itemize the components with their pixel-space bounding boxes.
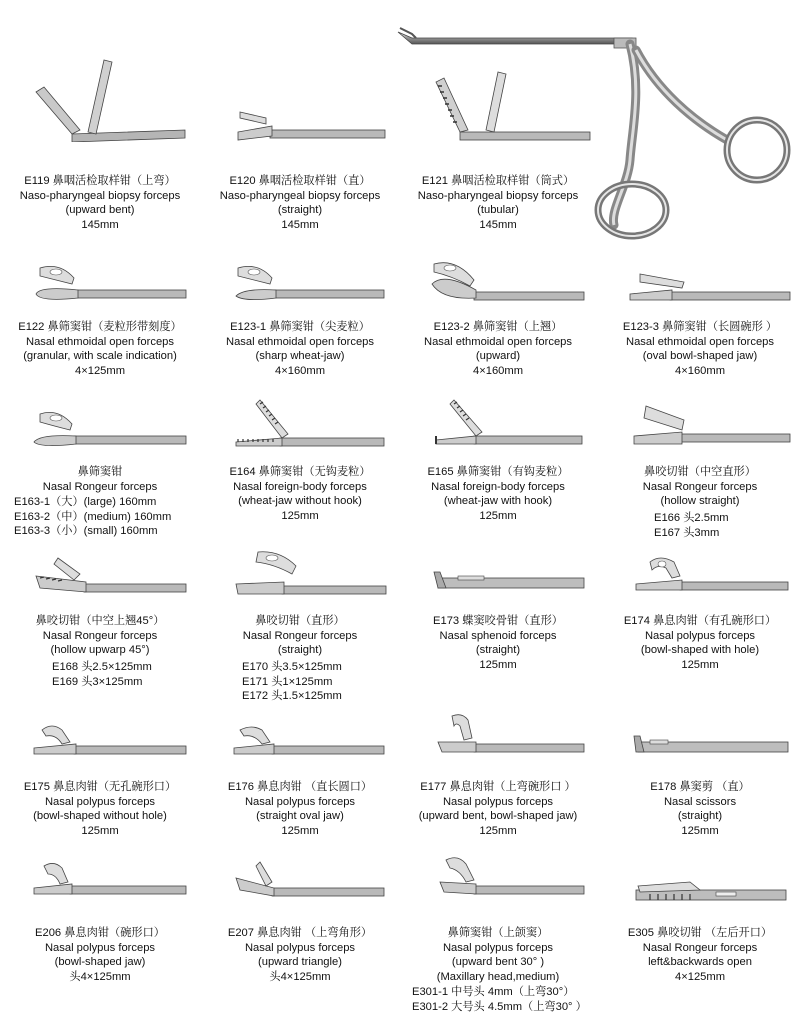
caption-line: Nasal Rongeur forceps: [42, 480, 158, 493]
caption-line: Nasal polypus forceps: [644, 629, 756, 642]
caption-line: E173 蝶窦咬骨钳（直形）: [433, 615, 563, 627]
caption-line: E123-3 鼻筛窦钳（长圆碗形 ）: [622, 321, 778, 333]
product-e170-e172: [200, 532, 400, 712]
forceps-upward-illustration: [398, 228, 598, 318]
caption-line: (upward bent, bowl-shaped jaw): [418, 810, 578, 823]
product-e120: [200, 52, 400, 232]
caption: [200, 614, 400, 658]
caption-line: Nasal ethmoidal open forceps: [225, 335, 374, 348]
caption-line: 4×160mm: [472, 364, 524, 377]
caption-line: 头4×125mm: [69, 970, 131, 983]
product-e175: [0, 702, 200, 842]
caption-line: 鼻咬切钳（中空直形）: [644, 466, 756, 478]
caption-line: E120 鼻咽活检取样钳（直）: [229, 175, 371, 187]
caption-line: 125mm: [479, 658, 517, 671]
caption: [600, 465, 800, 509]
caption-line: left&backwards open: [648, 956, 752, 969]
caption-line: (oval bowl-shaped jaw): [642, 350, 758, 363]
caption-line: (straight): [677, 810, 723, 823]
caption: [0, 614, 200, 658]
caption-line: Nasal polypus forceps: [244, 795, 356, 808]
caption-line: (tubular): [477, 204, 519, 217]
caption-line: Nasal polypus forceps: [442, 941, 554, 954]
caption-line: 125mm: [81, 824, 119, 837]
caption-line: (sharp wheat-jaw): [255, 350, 345, 363]
product-e164: [200, 378, 400, 538]
caption-line: Nasal polypus forceps: [244, 941, 356, 954]
caption-line: 125mm: [681, 658, 719, 671]
caption-line: E176 鼻息肉钳 （直长圆口）: [227, 781, 373, 793]
caption-line: Nasal Rongeur forceps: [42, 629, 158, 642]
caption-line: Nasal ethmoidal open forceps: [423, 335, 572, 348]
caption-line: (hollow upwarp 45°): [50, 644, 150, 657]
caption-line: E174 鼻息肉钳（有孔碗形口）: [623, 615, 777, 627]
nasal-scissors-illustration: [600, 702, 800, 792]
caption-line: 125mm: [281, 824, 319, 837]
caption-line: (hollow straight): [660, 495, 740, 508]
caption-line: E123-2 鼻筛窦钳（上翘）: [433, 321, 563, 333]
caption-line: (straight oval jaw): [256, 810, 344, 823]
caption-line: (wheat-jaw with hook): [443, 495, 553, 508]
caption: [398, 320, 598, 378]
caption-line: E175 鼻息肉钳（无孔碗形口）: [23, 781, 177, 793]
caption-line: 125mm: [479, 509, 517, 522]
caption-line: E119 鼻咽活检取样钳（上弯）: [24, 175, 176, 187]
product-e177: [398, 702, 598, 842]
caption-line: Nasal Rongeur forceps: [642, 480, 758, 493]
caption: [200, 320, 400, 378]
caption: [200, 465, 400, 523]
size-line: E301-1 中号头 4mm（上弯30°）: [412, 986, 575, 998]
product-e163: [0, 378, 200, 548]
size-line: E301-2 大号头 4.5mm（上弯30° ）: [412, 1000, 587, 1013]
forceps-upward-bent-illustration: [0, 52, 200, 142]
size-line: E163-1（大）(large) 160mm: [14, 496, 157, 508]
size-line: E169 头3×125mm: [52, 675, 143, 688]
caption-line: Nasal foreign-body forceps: [431, 480, 565, 493]
polypus-upward-bowl-illustration: [398, 702, 598, 792]
caption-line: (upward bent): [65, 204, 135, 217]
straight-rongeur-illustration: [200, 532, 400, 622]
caption: [398, 780, 598, 838]
forceps-straight-illustration: [200, 52, 400, 142]
size-line: E167 头3mm: [654, 526, 720, 539]
caption-line: 头4×125mm: [269, 970, 331, 983]
caption-line: (upward triangle): [258, 956, 342, 969]
caption: [398, 465, 598, 523]
wheat-jaw-with-hook-illustration: [398, 378, 598, 468]
caption: [0, 174, 200, 232]
caption: [600, 926, 800, 984]
product-e178: [600, 702, 800, 842]
product-e301: [398, 852, 598, 1032]
caption-line: Nasal polypus forceps: [442, 795, 554, 808]
caption-line: E121 鼻咽活检取样钳（筒式）: [421, 175, 575, 187]
caption-line: 125mm: [681, 824, 719, 837]
caption-line: E178 鼻窦剪 （直）: [650, 781, 750, 793]
caption-line: (upward): [475, 350, 521, 363]
caption: [600, 614, 800, 672]
caption-line: 鼻咬切钳（中空上翘45°）: [35, 615, 165, 627]
caption-line: Naso-pharyngeal biopsy forceps: [417, 189, 579, 202]
caption-line: E165 鼻筛窦钳（有钩麦粒）: [427, 466, 569, 478]
caption-line: 125mm: [281, 509, 319, 522]
caption-line: (bowl-shaped with hole): [640, 644, 760, 657]
caption-line: (bowl-shaped jaw): [54, 956, 146, 969]
nasal-rongeur-illustration: [0, 378, 200, 468]
caption: [200, 926, 400, 984]
caption: [600, 780, 800, 838]
caption-line: Nasal polypus forceps: [44, 795, 156, 808]
product-e121: [398, 52, 598, 232]
polypus-bowl-hole-illustration: [600, 532, 800, 622]
caption: [0, 465, 200, 494]
caption-line: (granular, with scale indication): [23, 350, 177, 363]
size-line: E172 头1.5×125mm: [242, 690, 342, 703]
product-e206: [0, 852, 200, 992]
product-e119: [0, 52, 200, 232]
caption-line: Naso-pharyngeal biopsy forceps: [219, 189, 381, 202]
product-e174: [600, 532, 800, 692]
caption-line: E164 鼻筛窦钳（无钩麦粒）: [229, 466, 371, 478]
size-line: E168 头2.5×125mm: [52, 661, 152, 673]
caption-line: (bowl-shaped without hole): [33, 810, 167, 823]
caption-line: E123-1 鼻筛窦钳（尖麦粒）: [230, 321, 370, 333]
size-line: E163-3（小）(small) 160mm: [14, 525, 158, 538]
forceps-tubular-illustration: [398, 52, 598, 142]
forceps-oval-bowl-illustration: [600, 228, 800, 318]
caption-line: E122 鼻筛窦钳（麦粒形带刻度）: [18, 321, 182, 333]
caption-line: (wheat-jaw without hook): [238, 495, 362, 508]
product-e207: [200, 852, 400, 992]
caption: [600, 320, 800, 378]
caption: [398, 614, 598, 672]
size-line: E170 头3.5×125mm: [242, 661, 342, 673]
caption-line: 4×125mm: [74, 364, 126, 377]
caption: [0, 320, 200, 378]
product-e123-1: [200, 228, 400, 388]
size-line: E166 头2.5mm: [654, 512, 729, 524]
product-e165: [398, 378, 598, 538]
caption-line: 4×160mm: [274, 364, 326, 377]
caption-line: (straight): [277, 644, 323, 657]
product-e123-3: [600, 228, 800, 388]
product-e123-2: [398, 228, 598, 388]
caption: [0, 926, 200, 984]
caption-line: E177 鼻息肉钳（上弯碗形口 ）: [420, 781, 576, 793]
caption-line: E305 鼻咬切钳 （左后开口）: [627, 927, 773, 939]
caption-line: 125mm: [479, 824, 517, 837]
caption-line: Nasal scissors: [663, 795, 737, 808]
caption: [200, 174, 400, 232]
caption: [398, 926, 598, 984]
caption-line: Nasal ethmoidal open forceps: [625, 335, 774, 348]
caption-line: E206 鼻息肉钳（碗形口）: [35, 927, 165, 939]
caption-line: Nasal Rongeur forceps: [642, 941, 758, 954]
product-e168-e169: [0, 532, 200, 692]
caption-line: 145mm: [479, 218, 517, 231]
caption-line: (upward bent 30° ): [451, 956, 545, 969]
caption-line: Naso-pharyngeal biopsy forceps: [19, 189, 181, 202]
sphenoid-forceps-illustration: [398, 532, 598, 622]
product-e122: [0, 228, 200, 388]
hollow-upwarp-rongeur-illustration: [0, 532, 200, 622]
caption-line: Nasal foreign-body forceps: [233, 480, 367, 493]
size-list: [412, 985, 612, 1014]
product-e166-e167: [600, 378, 800, 548]
wheat-jaw-no-hook-illustration: [200, 378, 400, 468]
caption-line: 鼻筛窦钳: [77, 466, 123, 478]
caption: [398, 174, 598, 232]
caption: [0, 780, 200, 838]
caption-line: (straight): [475, 644, 521, 657]
forceps-sharp-wheat-illustration: [200, 228, 400, 318]
product-e305: [600, 852, 800, 992]
caption-line: Nasal polypus forceps: [44, 941, 156, 954]
size-line: E171 头1×125mm: [242, 675, 333, 688]
size-line: E163-2（中）(medium) 160mm: [14, 510, 172, 523]
caption-line: Nasal Rongeur forceps: [242, 629, 358, 642]
polypus-bowl-no-hole-illustration: [0, 702, 200, 792]
caption-line: 145mm: [81, 218, 119, 231]
caption-line: (straight): [277, 204, 323, 217]
caption-line: (Maxillary head,medium): [436, 970, 560, 983]
product-e173: [398, 532, 598, 692]
caption-line: 鼻咬切钳（直形）: [255, 615, 345, 627]
caption-line: 鼻筛窦钳（上颌窦）: [447, 927, 549, 939]
hollow-straight-rongeur-illustration: [600, 378, 800, 468]
caption-line: 4×160mm: [674, 364, 726, 377]
caption-line: 145mm: [281, 218, 319, 231]
caption: [200, 780, 400, 838]
product-e176: [200, 702, 400, 842]
caption-line: 4×125mm: [674, 970, 726, 983]
caption-line: Nasal ethmoidal open forceps: [25, 335, 174, 348]
caption-line: Nasal sphenoid forceps: [439, 629, 557, 642]
forceps-granular-illustration: [0, 228, 200, 318]
polypus-straight-oval-illustration: [200, 702, 400, 792]
caption-line: E207 鼻息肉钳 （上弯角形）: [227, 927, 373, 939]
